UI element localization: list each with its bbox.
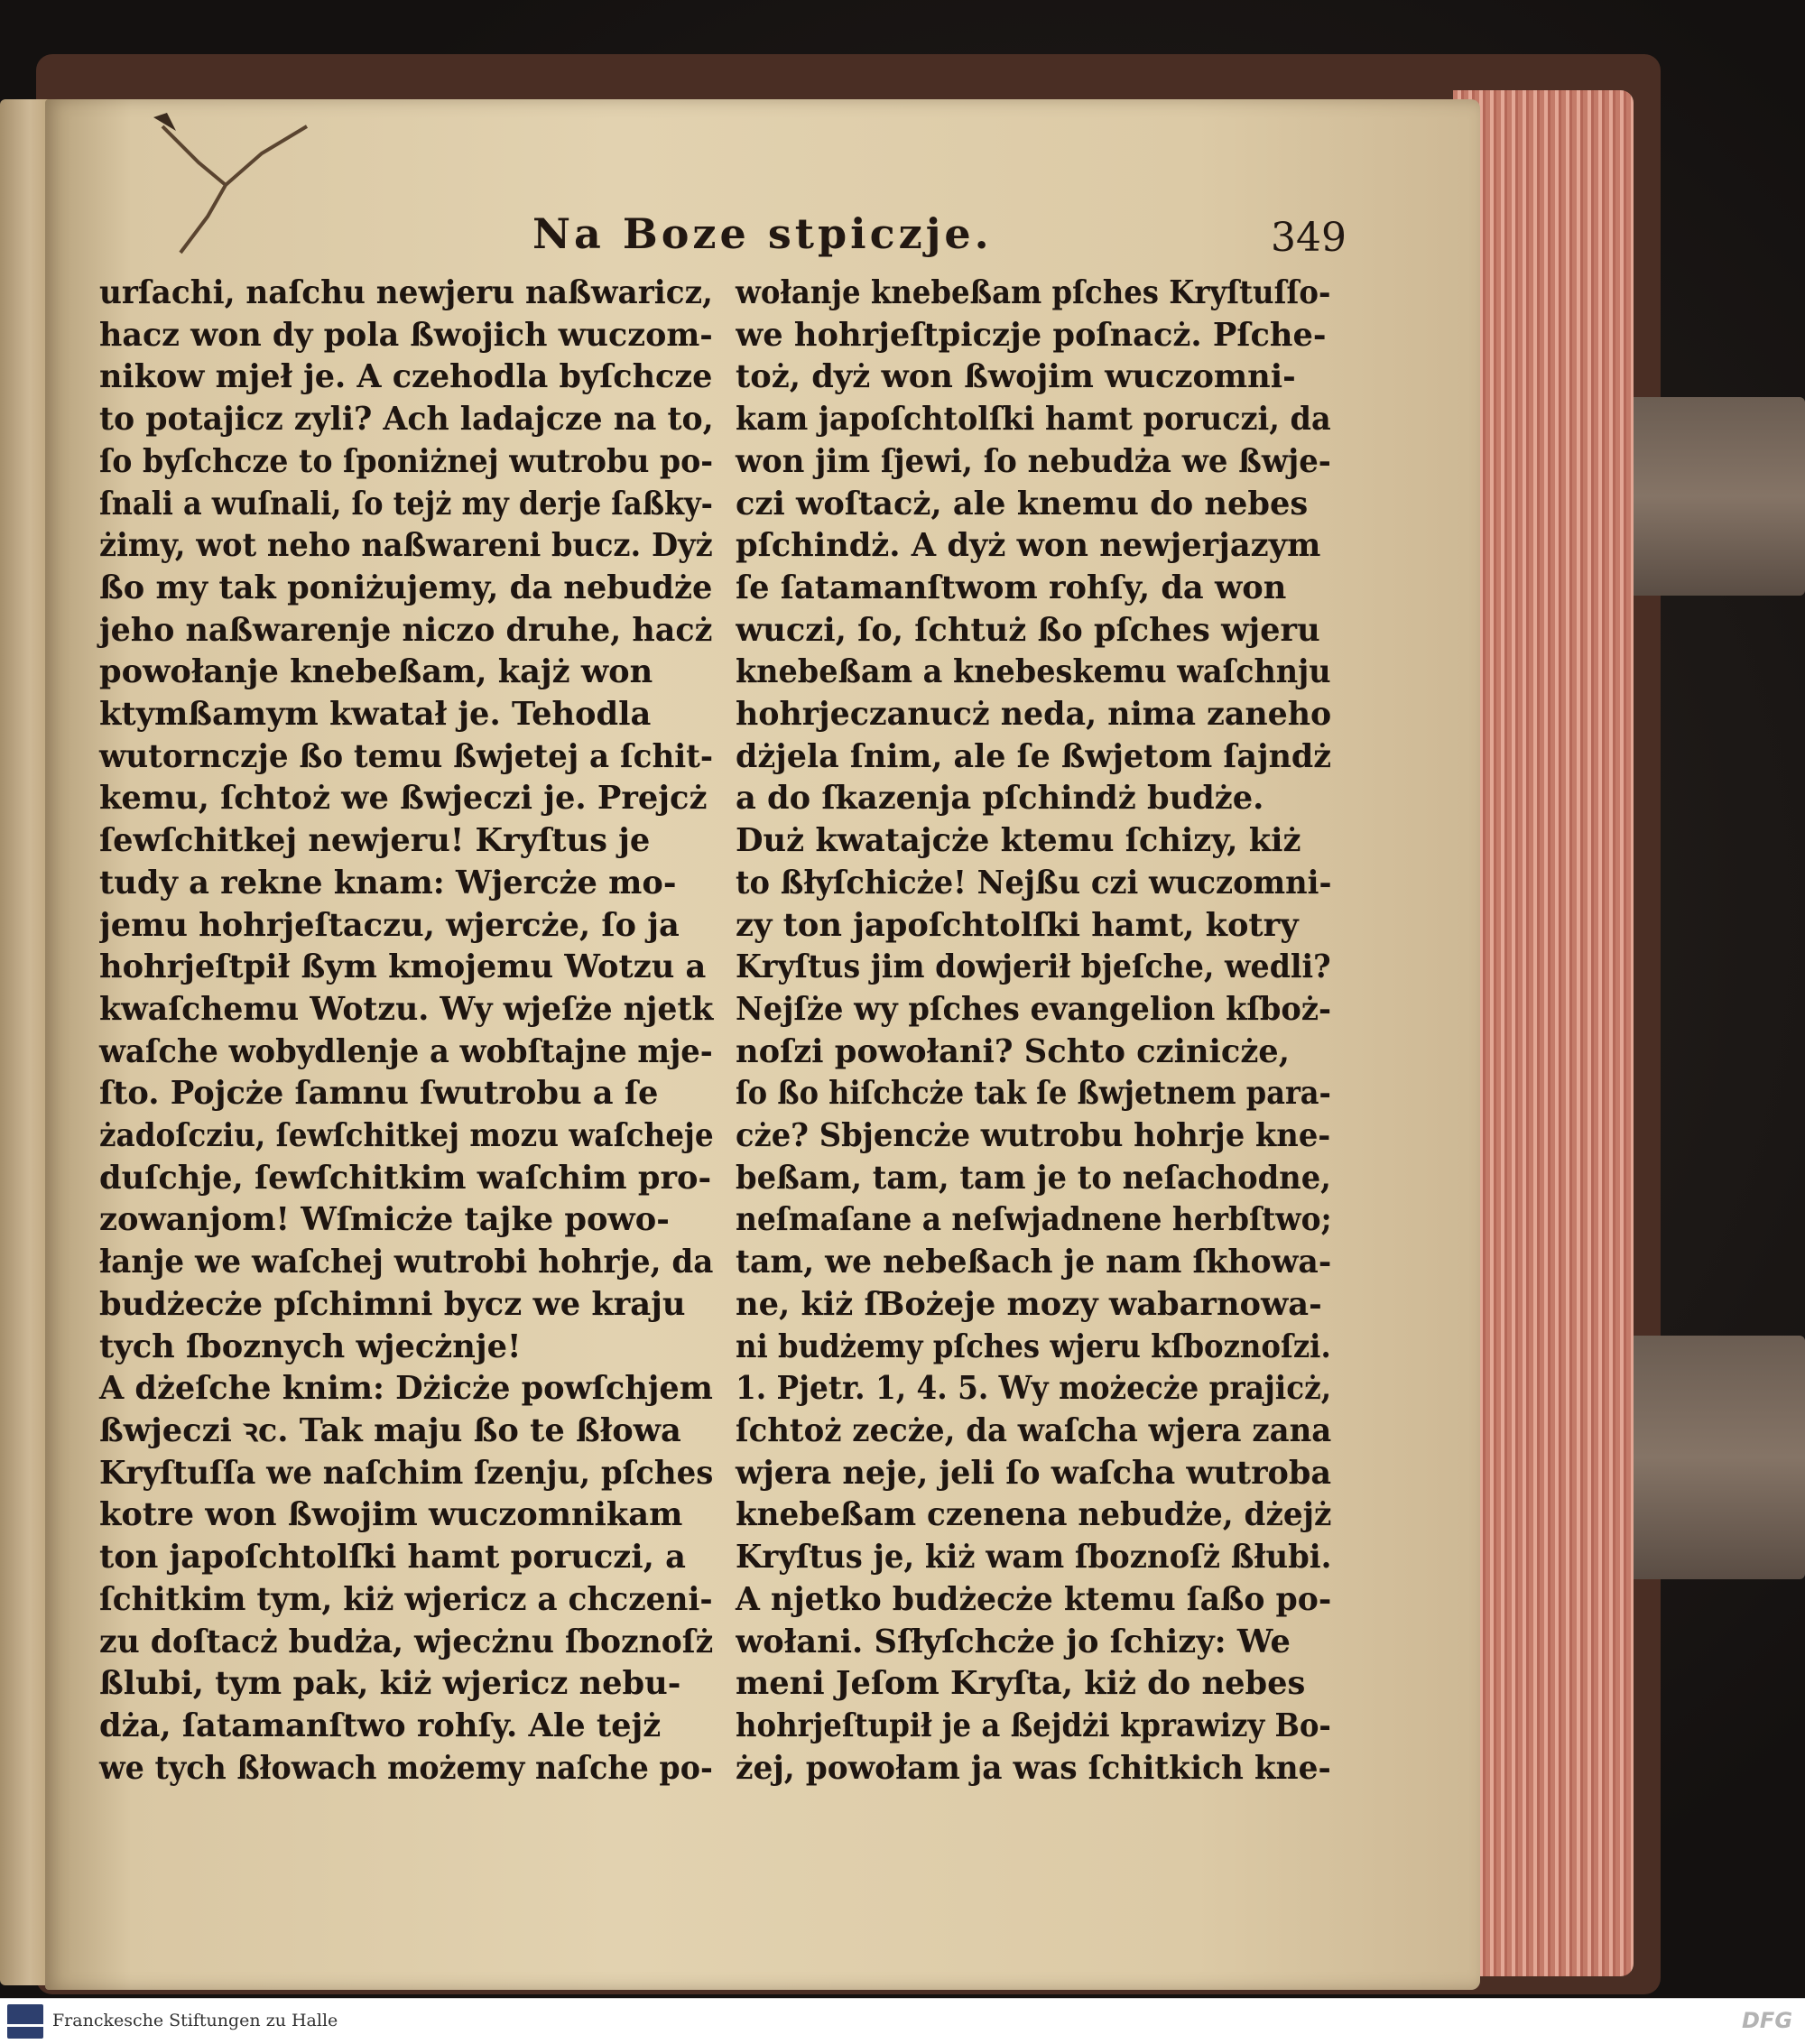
text-line: hohrjeczanucż neda, nima zaneho [736,696,1332,734]
text-line: ni budżemy pſches wjeru kſboznoſzi. [736,1327,1331,1365]
text-line: ßlubi, tym pak, kiż wjericz nebu- [99,1665,681,1703]
institution-name: Franckesche Stiftungen zu Halle [52,2011,338,2030]
page-number: 349 [1271,215,1347,261]
text-line: ſo ßo hiſchcże tak ſe ßwjetnem para- [736,1075,1331,1113]
text-line: meni Jeſom Kryſta, kiż do nebes [736,1665,1306,1703]
text-line: wołanje knebeßam pſches Kryſtuſſo- [736,274,1331,311]
text-line: kotre won ßwojim wuczomnikam [99,1496,683,1534]
text-line: neſmaſane a neſwjadnene herbſtwo; [736,1201,1332,1239]
text-line: duſchje, ſewſchitkim waſchim pro- [99,1159,712,1197]
text-line: A dżeſche knim: Dżicże powſchjem [99,1370,713,1408]
text-line: tudy a rekne knam: Wjercże mo- [99,864,677,902]
text-line: jemu hohrjeſtaczu, wjercże, ſo ja [99,906,680,944]
text-line: kemu, ſchtoż we ßwjeczi je. Prejcż [99,780,708,818]
text-line: wuczi, ſo, ſchtuż ßo pſches wjeru [736,611,1320,649]
leather-clasp-bottom [1606,1336,1805,1579]
text-line: to potajicz zyli? Ach ladajcze na to, [99,401,714,439]
text-line: Kryſtuſſa we naſchim ſzenju, pſches [99,1454,714,1492]
text-line: hacz won dy pola ßwojich wuczom- [99,316,713,354]
text-line: pſchindż. A dyż won newjerjazym [736,527,1321,565]
text-line: ne, kiż ſBożeje mozy wabarnowa- [736,1285,1322,1323]
text-line: Kryſtus jim dowjerił bjeſche, wedli? [736,948,1331,986]
left-page-edge [0,99,50,1985]
left-text-column [99,273,713,1790]
text-line: ßwjeczi ꝛc. Tak maju ßo te ßłowa [99,1411,681,1449]
text-line: jeho naßwarenje niczo druhe, hacż [99,611,713,649]
text-line: budżecże pſchimni bycz we kraju [99,1285,686,1323]
text-line: beßam, tam, tam je to neſachodne, [736,1159,1331,1197]
text-line: ſe ſatamanſtwom rohſy, da won [736,569,1287,606]
text-line: ſto. Pojcże ſamnu ſwutrobu a ſe [99,1075,659,1113]
dfg-badge: DFG [1742,2008,1793,2033]
text-line: nikow mjeł je. A czehodla byſchcze [99,358,713,396]
text-line: Duż kwatajcże ktemu ſchizy, kiż [736,822,1301,860]
text-line: żej, powołam ja was ſchitkich kne- [736,1749,1331,1787]
text-line: zy ton japoſchtolſki hamt, kotry [736,906,1299,944]
text-line: cże? Sbjencże wutrobu hohrje kne- [736,1117,1331,1155]
page-edges [1453,90,1634,1976]
text-line: kwaſchemu Wotzu. Wy wjeſże njetk [99,990,714,1028]
text-line: żadoſcziu, ſewſchitkej mozu waſcheje [99,1117,714,1155]
text-line: hohrjeſtpił ßym kmojemu Wotzu a [99,948,707,986]
text-line: łanje we waſchej wutrobi hohrje, da [99,1244,714,1281]
text-line: hohrjeſtupił je a ßejdżi kprawizy Bo- [736,1706,1331,1744]
leather-clasp-top [1606,397,1805,596]
running-head: Na Boze stpiczje. [532,209,993,258]
text-line: dżjela ſnim, ale ſe ßwjetom ſajndż [736,737,1332,775]
text-line: czi woſtacż, ale knemu do nebes [736,485,1309,523]
text-line: urſachi, naſchu newjeru naßwaricz, [99,274,713,311]
text-line: dża, ſatamanſtwo rohſy. Ale tejż [99,1706,662,1744]
text-line: knebeßam czenena nebudże, dżejż [736,1496,1332,1534]
text-line: Kryſtus je, kiż wam ſboznoſż ßłubi. [736,1539,1332,1577]
text-line: ſo byſchcze to ſponiżnej wutrobu po- [99,442,714,480]
text-line: knebeßam a knebeskemu waſchnju [736,653,1331,691]
text-line: wołani. Sſłyſchcże jo ſchizy: We [736,1623,1291,1660]
paper-tear-icon [144,99,343,271]
text-line: ſchitkim tym, kiż wjericz a chczeni- [99,1580,713,1618]
text-line: zowanjom! Wſmicże tajke powo- [99,1201,670,1239]
text-line: 1. Pjetr. 1, 4. 5. Wy możecże prajicż, [736,1370,1332,1408]
institution-logo [7,2004,43,2039]
text-line: wjera neje, jeli ſo waſcha wutroba [736,1454,1332,1492]
text-line: tam, we nebeßach je nam ſkhowa- [736,1244,1332,1281]
text-line: ſewſchitkej newjeru! Kryſtus je [99,822,651,860]
text-line: ßo my tak poniżujemy, da nebudże [99,569,713,606]
text-line: wutornczje ßo temu ßwjetej a ſchit- [99,737,714,775]
text-line: A njetko budżecże ktemu ſaßo po- [736,1580,1332,1618]
text-line: ſnali a wuſnali, ſo tejż my derje ſaßky- [99,485,713,523]
text-line: kam japoſchtolſki hamt poruczi, da [736,401,1331,439]
text-line: ſchtoż zecże, da waſcha wjera zana [736,1411,1332,1449]
text-line: żimy, wot neho naßwareni bucz. Dyż [99,527,713,565]
text-line: we tych ßłowach możemy naſche po- [99,1749,713,1787]
text-line: zu doſtacż budża, wjecżnu ſboznoſż [99,1623,714,1660]
text-line: ktymßamym kwatał je. Tehodla [99,696,652,734]
text-line: waſche wobydlenje a wobſtajne mje- [99,1032,713,1070]
right-text-column [736,273,1331,1790]
text-line: noſzi powołani? Schto czinicże, [736,1032,1290,1070]
text-line: won jim ſjewi, ſo nebudża we ßwje- [736,442,1331,480]
text-line: powołanje knebeßam, kajż won [99,653,653,691]
text-line: we hohrjeſtpiczje poſnacż. Pſche- [736,316,1327,354]
text-line: a do ſkazenja pſchindż budże. [736,780,1264,818]
text-line: toż, dyż won ßwojim wuczomni- [736,358,1296,396]
text-line: tych ſboznych wjecżnje! [99,1327,522,1365]
text-line: ton japoſchtolſki hamt poruczi, a [99,1539,686,1577]
footer-bar [0,1998,1805,2044]
text-line: Nejſże wy pſches evangelion kſboż- [736,990,1332,1028]
text-line: to ßłyſchicże! Nejßu czi wuczomni- [736,864,1332,902]
